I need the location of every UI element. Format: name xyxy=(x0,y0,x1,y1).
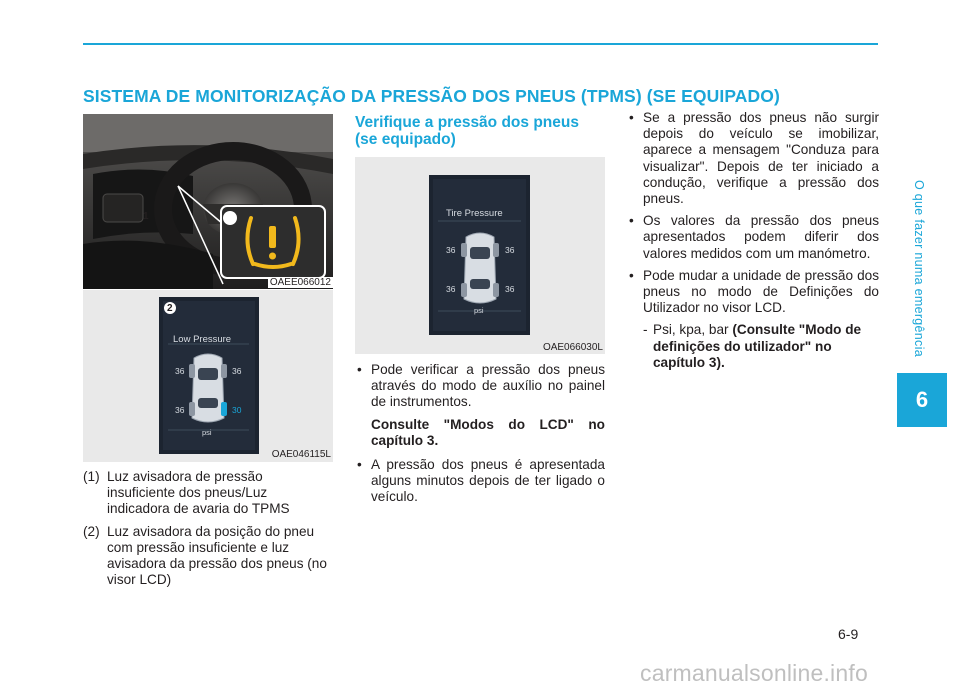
page-number: 6-9 xyxy=(838,626,859,642)
bullet-text: Os valores da pressão dos pneus apresentados podem diferir dos valores medidos com um manómetro. xyxy=(643,213,879,261)
bullet-text: Pode mudar a unidade de pressão dos pneus no modo de Definições do Utilizador no visor LCD. xyxy=(643,267,879,316)
bullet-item xyxy=(627,268,879,317)
bullet-dot: • xyxy=(357,457,362,473)
bullet-text: A pressão dos pneus é apresentada alguns minutos depois de ter ligado o veículo. xyxy=(371,457,605,505)
caption-number: (1) xyxy=(83,469,100,484)
unit-label: psi xyxy=(202,428,212,437)
figure-code: OAE066030L xyxy=(542,342,603,353)
bullet-item xyxy=(627,110,879,207)
dash-item xyxy=(627,322,879,371)
lcd-title: Low Pressure xyxy=(173,334,232,345)
caption-number: (2) xyxy=(83,523,100,539)
caption-list xyxy=(83,469,333,594)
column-3-text xyxy=(627,110,879,371)
tire-rl-value: 36 xyxy=(175,405,185,415)
callout-1-badge xyxy=(223,211,237,225)
tire-rl-value: 36 xyxy=(446,284,456,294)
bullet-dot: • xyxy=(357,362,362,377)
section-heading: Verifique a pressão dos pneus (se equipado) xyxy=(355,114,579,148)
car-top-view-icon xyxy=(189,354,227,422)
unit-label: psi xyxy=(474,306,484,315)
dashboard-photo xyxy=(83,114,333,289)
figure-tire-pressure xyxy=(355,157,605,354)
dash-text: Psi, kpa, bar xyxy=(653,322,729,338)
lcd-tire-pressure-screen xyxy=(355,157,605,354)
bullet-dot: • xyxy=(629,110,634,125)
tire-rr-value: 30 xyxy=(232,405,242,415)
tire-fl-value: 36 xyxy=(175,366,185,376)
watermark: carmanualsonline.info xyxy=(640,660,868,686)
bullet-dot: • xyxy=(629,267,634,283)
caption-text: Luz avisadora da posição do pneu com pressão insuficiente e luz avisadora da pressão dos pneus (no visor LCD) xyxy=(107,523,327,588)
bullet-dot: • xyxy=(629,213,634,229)
lcd-title: Tire Pressure xyxy=(446,208,503,219)
chapter-number-badge: 6 xyxy=(897,373,947,427)
tire-fl-value: 36 xyxy=(446,245,456,255)
bullet-item xyxy=(627,213,879,262)
low-tire-indicator xyxy=(221,402,227,416)
tire-fr-value: 36 xyxy=(505,245,515,255)
callout-1-label: 1 xyxy=(143,211,149,222)
car-top-view-icon xyxy=(461,233,499,303)
bullet-item xyxy=(355,362,605,411)
caption-item-2 xyxy=(83,524,333,589)
page-title: SISTEMA DE MONITORIZAÇÃO DA PRESSÃO DOS PNEUS (TPMS) (SE EQUIPADO) xyxy=(83,86,780,106)
caption-text: Luz avisadora de pressão insuficiente dos pneus/Luz indicadora de avaria do TPMS xyxy=(107,469,290,517)
header-rule xyxy=(83,43,878,45)
bullet-text: Pode verificar a pressão dos pneus através do modo de auxílio no painel de instrumentos. xyxy=(371,362,605,410)
reference-note: Consulte "Modos do LCD" no capítulo 3. xyxy=(371,416,605,448)
figure-code: OAEE066012 xyxy=(269,277,331,288)
tire-fr-value: 36 xyxy=(232,366,242,376)
callout-2-label: 2 xyxy=(167,303,173,314)
column-2-text xyxy=(355,362,605,506)
bullet-text: Se a pressão dos pneus não surgir depois do veículo se imobilizar, aparece a mensagem "Conduza para visualizar". Depois de ter iniciado a condução, verifique a pressão dos pneus. xyxy=(643,110,879,207)
section-tab-label: O que fazer numa emergência xyxy=(912,180,926,357)
bullet-item xyxy=(355,457,605,506)
figure-code: OAE046115L xyxy=(271,449,331,460)
figure-dashboard xyxy=(83,114,333,289)
figure-low-pressure xyxy=(83,290,333,462)
dash-mark: - xyxy=(643,322,648,338)
dash-reference: (Consulte "Modo de definições do utilizador" no capítulo 3). xyxy=(653,322,862,370)
tire-rr-value: 36 xyxy=(505,284,515,294)
caption-item-1 xyxy=(83,469,333,518)
